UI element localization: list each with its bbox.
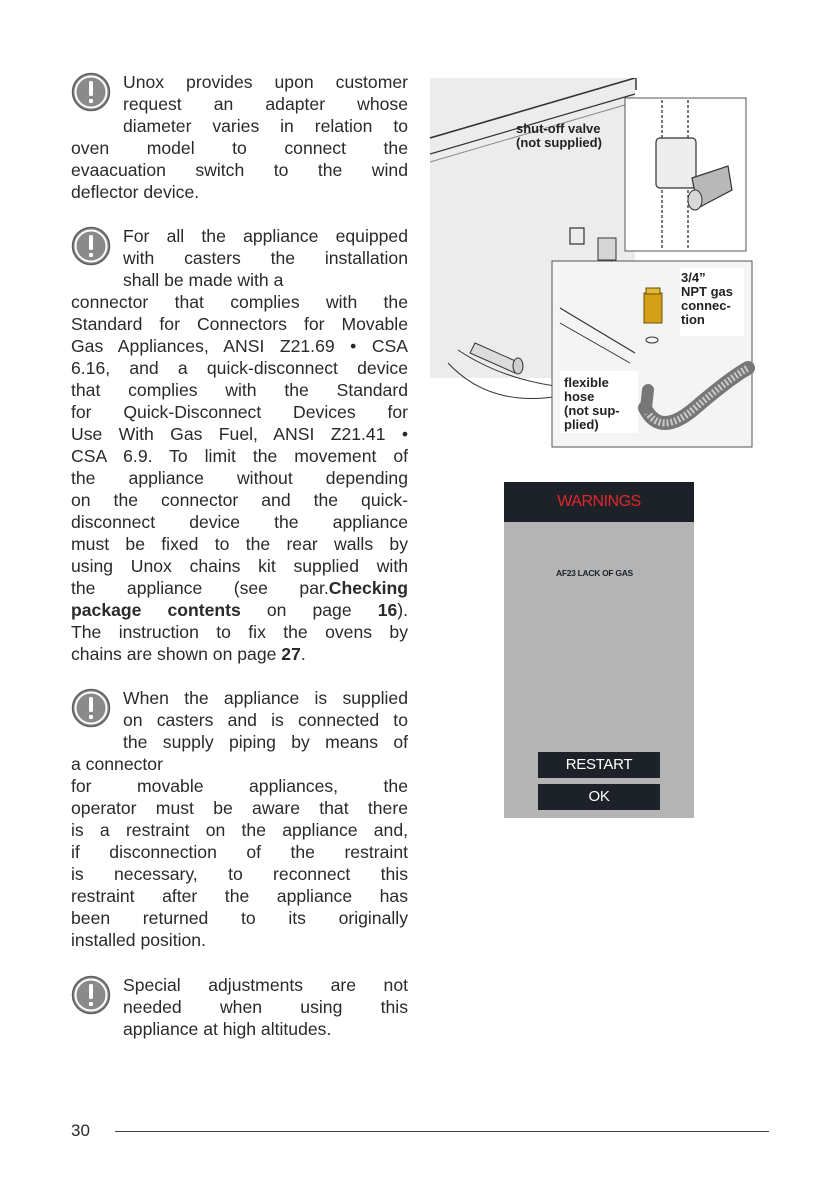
text-line: Standard for Connectors for Movable — [71, 314, 408, 334]
text-line: on the connector and the quick- — [71, 490, 408, 510]
text-line: Unox provides upon customer — [123, 72, 408, 92]
text-line: For all the appliance equipped — [123, 226, 408, 246]
text-line: oven model to connect the — [71, 138, 408, 158]
text-line: When the appliance is supplied — [123, 688, 408, 708]
page-number: 30 — [71, 1121, 90, 1140]
text-line: for Quick-Disconnect Devices for — [71, 402, 408, 422]
callout-line: NPT gas — [681, 284, 734, 299]
pipe-outlet — [513, 358, 523, 374]
warning-block-restraint — [71, 687, 408, 951]
npt-fitting — [644, 293, 662, 323]
exclamation-warning-icon — [71, 975, 111, 1015]
text-line: the supply piping by means of — [123, 732, 408, 752]
text-line: been returned to its originally — [71, 908, 408, 928]
text-line: evaacuation switch to the wind — [71, 160, 408, 180]
text-line: Gas Appliances, ANSI Z21.69 • CSA — [71, 336, 408, 356]
callout-line: 3/4” — [681, 270, 706, 285]
callout-line: tion — [681, 312, 705, 327]
callout-line: connec- — [681, 298, 731, 313]
text-line: CSA 6.9. To limit the movement of — [71, 446, 408, 466]
text-line: shall be made with a — [123, 270, 284, 290]
callout-line: (not sup- — [564, 403, 620, 418]
text-line: for movable appliances, the — [71, 776, 408, 796]
callout-shutoff-valve — [516, 122, 602, 150]
warning-message: AF23 LACK OF GAS — [556, 568, 633, 578]
text-fragment: chains are shown on page — [71, 644, 282, 664]
text-line: that complies with the Standard — [71, 380, 408, 400]
text-line: is a restraint on the appliance and, — [71, 820, 408, 840]
valve-stem — [688, 190, 702, 210]
callout-line: flexible — [564, 375, 609, 390]
text-fragment: the appliance (see par. — [71, 578, 329, 598]
cross-reference-section: Checking — [328, 578, 408, 598]
text-fragment: ). — [397, 600, 409, 620]
text-line: is necessary, to reconnect this — [71, 864, 408, 884]
text-line: disconnect device the appliance — [71, 512, 408, 532]
text-line: appliance at high altitudes. — [123, 1019, 332, 1039]
warning-block-adapter — [71, 71, 408, 203]
text-line: using Unox chains kit supplied with — [71, 556, 408, 576]
text-line: Special adjustments are not — [123, 975, 408, 995]
callout-line: plied) — [564, 417, 599, 432]
text-fragment: on page — [240, 600, 378, 620]
text-line: installed position. — [71, 930, 206, 950]
text-line: diameter varies in relation to — [123, 116, 408, 136]
exclamation-warning-icon — [71, 226, 111, 266]
text-line — [71, 599, 408, 621]
text-line: connector that complies with the — [71, 292, 408, 312]
warnings-panel — [504, 482, 694, 818]
text-line: deflector device. — [71, 182, 200, 202]
text-line: 6.16, and a quick-disconnect device — [71, 358, 408, 378]
electrical-terminal — [598, 238, 616, 260]
text-line: if disconnection of the restraint — [71, 842, 408, 862]
footer-divider — [115, 1131, 769, 1132]
callout-npt-connection — [681, 271, 733, 327]
ok-button[interactable]: OK — [538, 784, 660, 810]
callout-line: hose — [564, 389, 595, 404]
text-line — [71, 577, 408, 599]
warning-block-altitude — [71, 974, 408, 1040]
cross-reference-page: 16 — [377, 600, 398, 620]
valve-body — [656, 138, 696, 188]
callout-flexible-hose — [564, 376, 620, 432]
callout-line: shut-off valve — [516, 121, 601, 136]
text-line: request an adapter whose — [123, 94, 408, 114]
text-fragment: . — [300, 644, 306, 664]
exclamation-warning-icon — [71, 72, 111, 112]
cross-reference-section: package contents — [71, 600, 241, 620]
text-line: needed when using this — [123, 997, 408, 1017]
callout-line: (not supplied) — [516, 135, 602, 150]
text-line: operator must be aware that there — [71, 798, 408, 818]
text-line: the appliance without depending — [71, 468, 408, 488]
cross-reference-page: 27 — [281, 644, 301, 664]
restart-button[interactable]: RESTART — [538, 752, 660, 778]
text-line: on casters and is connected to — [123, 710, 408, 730]
gas-connection-figure — [430, 78, 755, 450]
panel-title: WARNINGS — [504, 482, 694, 522]
exclamation-warning-icon — [71, 688, 111, 728]
text-line: The instruction to fix the ovens by — [71, 622, 408, 642]
text-line: must be fixed to the rear walls by — [71, 534, 408, 554]
text-line: with casters the installation — [123, 248, 408, 268]
flexible-hose — [646, 390, 648, 408]
text-line: Use With Gas Fuel, ANSI Z21.41 • — [71, 424, 408, 444]
text-line: a connector — [71, 754, 163, 774]
text-line: restraint after the appliance has — [71, 886, 408, 906]
warning-block-casters — [71, 225, 408, 665]
npt-fitting — [646, 288, 660, 294]
text-line — [71, 643, 408, 665]
